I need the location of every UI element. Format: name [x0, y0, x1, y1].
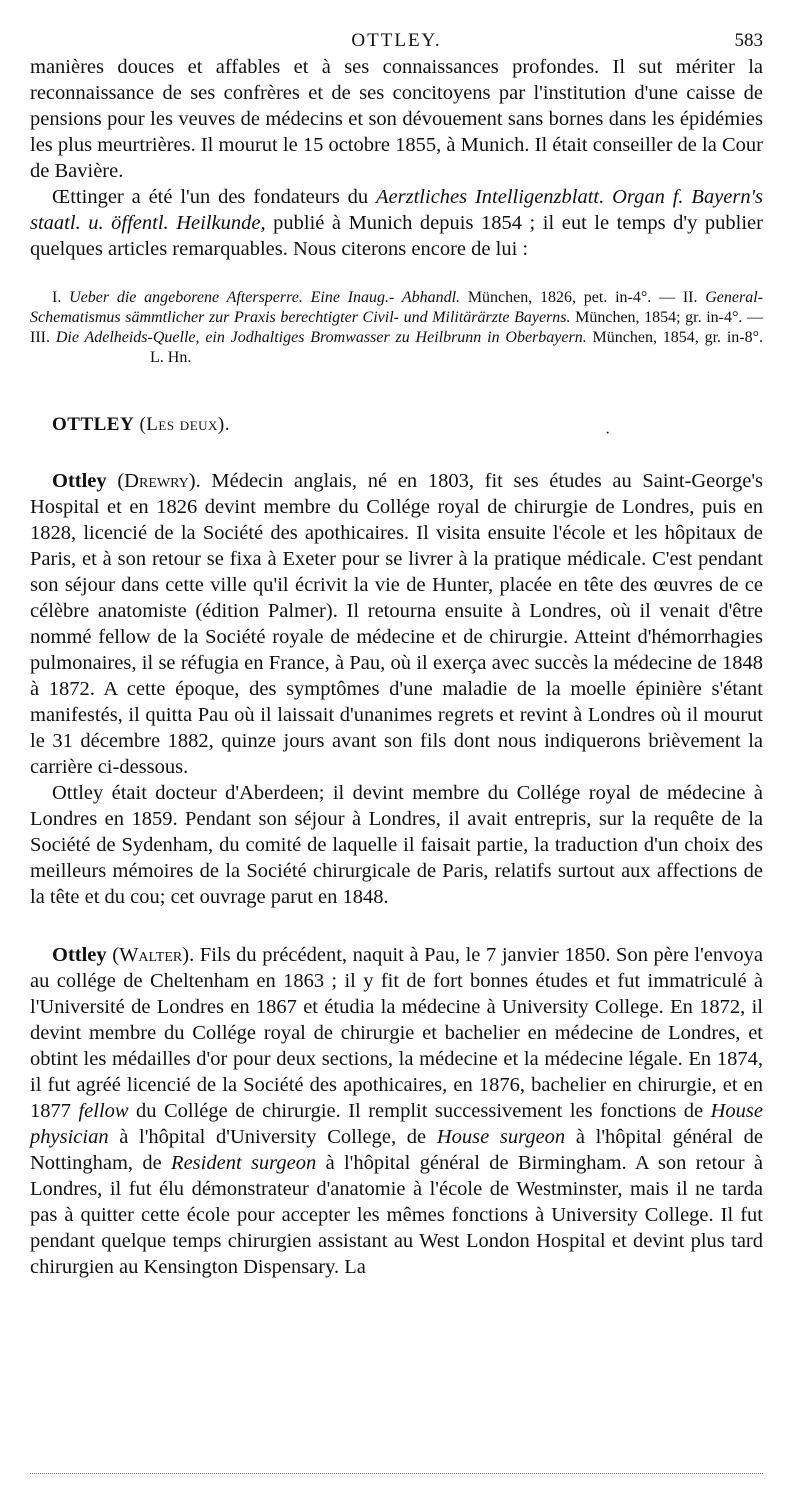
entry-drewry	[30, 468, 763, 910]
given-name-drewry: (Drewry).	[117, 470, 201, 492]
oettinger-paragraph-2: Œttinger a été l'un des fondateurs du Aerztliches Intelligenzblatt. Organ f. Bayern's staatl. u. öffentl. Heilkunde, publié à Munich depuis 1854 ; il eut le temps d'y publier quelques articles remarquables. Nous citerons encore de lui :	[30, 186, 763, 260]
journal-title: Aerztliches Intelligenzblatt. Organ f. Bayern's staatl. u. öffentl. Heilkunde,	[30, 186, 763, 234]
page-number: 583	[734, 30, 763, 51]
drewry-paragraph-2: Ottley était docteur d'Aberdeen; il devint membre du Collége royal de médecine à Londres en 1859. Pendant son séjour à Londres, il avait entrepris, sur la requête de la Société de Sydenham, du comité de laquelle il faisait partie, la traduction d'un choix des meilleurs mémoires de la Société chirurgicale de Paris, relatifs surtout aux affections de la tête et du cou; cet ouvrage parut en 1848.	[30, 782, 763, 908]
drewry-paragraph-1: Ottley (Drewry). Médecin anglais, né en 1803, fit ses études au Saint-George's Hospital et en 1826 devint membre du Collége royal de chirurgie de Londres, puis en 1828, licencié de la Société des apothicaires. Il visita ensuite l'école et les hôpitaux de Paris, et à son retour se fixa à Exeter pour se livrer à la pratique médicale. C'est pendant son séjour dans cette ville qu'il écrivit la vie de Hunter, placée en tête des œuvres de ce célèbre anatomiste (édition Palmer). Il retourna ensuite à Londres, où il venait d'être nommé fellow de la Société royale de médecine et de chirurgie. Atteint d'hémorrhagies pulmonaires, il se réfugia en France, à Pau, où il exerça avec succès la médecine de 1848 à 1872. A cette époque, des symptômes d'une maladie de la moelle épinière s'étant manifestés, il quitta Pau où il laissait d'unanimes regrets et revint à Londres où il mourut le 31 décembre 1882, quinze jours avant son fils dont nous indiquerons brièvement la carrière ci-dessous.	[30, 470, 764, 778]
bibliography-title-2: General- Schematismus sämmtlicher zur Praxis berechtigter Civil- und Militärärzte Bayerns.	[30, 289, 763, 326]
section-heading-ottley	[30, 412, 763, 438]
stray-dot: ·	[605, 425, 611, 442]
term-fellow: fellow	[78, 1100, 129, 1122]
bibliography	[30, 288, 763, 368]
term-house-physician: House physician	[30, 1100, 763, 1148]
term-house-surgeon: House surgeon	[436, 1126, 566, 1148]
oettinger-paragraph-1: manières douces et affables et à ses connaissances profondes. Il sut mériter la reconnaissance de ses confrères et de ses concitoyens par l'institution d'une caisse de pensions pour les veuves de médecins et son dévouement sans bornes dans les épidémies les plus meurtrières. Il mourut le 15 octobre 1855, à Munich. Il était conseiller de la Cour de Bavière.	[30, 56, 763, 182]
oettinger-entry-continuation	[30, 54, 763, 368]
section-heading-qualifier: (Les deux).	[139, 414, 230, 435]
headword-walter: Ottley	[52, 944, 107, 966]
term-resident-surgeon: Resident surgeon	[171, 1152, 317, 1174]
section-heading-name: OTTLEY	[52, 414, 135, 435]
bibliography-title-1: Ueber die angeborene Aftersperre. Eine Inaug.- Abhandl.	[69, 289, 461, 306]
walter-paragraph: Ottley (Walter). Fils du précédent, naquit à Pau, le 7 janvier 1850. Son père l'envoya au collége de Cheltenham en 1863 ; il y fit de fort bonnes études et fut immatriculé à l'Université de Londres en 1867 et étudia la médecine à University College. En 1872, il devint membre du Collége royal de chirurgie et bachelier en médecine de Londres, et obtint les médailles d'or pour deux sections, la médecine et la médecine légale. En 1874, il fut agréé licencié de la Société des apothicaires, en 1876, bachelier en chirurgie, et en 1877 fellow du Collége de chirurgie. Il remplit successivement les fonctions de House physician à l'hôpital d'University College, de House surgeon à l'hôpital général de Nottingham, de Resident surgeon à l'hôpital général de Birmingham. A son retour à Londres, il fut élu démonstrateur d'anatomie à l'école de Westminster, mais il ne tarda pas à quitter cette école pour accepter les mêmes fonctions à University College. Il fut pendant quelque temps chirurgien assistant au West London Hospital et devint plus tard chirurgien au Kensington Dispensary. La	[30, 944, 764, 1278]
running-title: OTTLEY.	[351, 30, 442, 51]
author-signature: L. Hn.	[150, 349, 192, 366]
dictionary-page	[30, 30, 763, 1280]
bibliography-list: I. Ueber die angeborene Aftersperre. Eine Inaug.- Abhandl. München, 1826, pet. in-4°. — II. General- Schematismus sämmtlicher zur Praxis berechtigter Civil- und Militärärzte Bayerns. München, 1854; gr. in-4°. — III. Die Adelheids-Quelle, ein Jodhaltiges Bromwasser zu Heilbrunn in Oberbayern. München, 1854, gr. in-8°. L. Hn.	[30, 289, 764, 366]
bibliography-title-3: Die Adelheids-Quelle, ein Jodhaltiges Bromwasser zu Heilbrunn in Oberbayern.	[55, 329, 587, 346]
given-name-walter: (Walter).	[112, 944, 195, 966]
running-head	[30, 30, 763, 54]
scan-artifact-divider	[30, 1473, 763, 1474]
entry-walter	[30, 942, 763, 1280]
headword-drewry: Ottley	[52, 470, 107, 492]
